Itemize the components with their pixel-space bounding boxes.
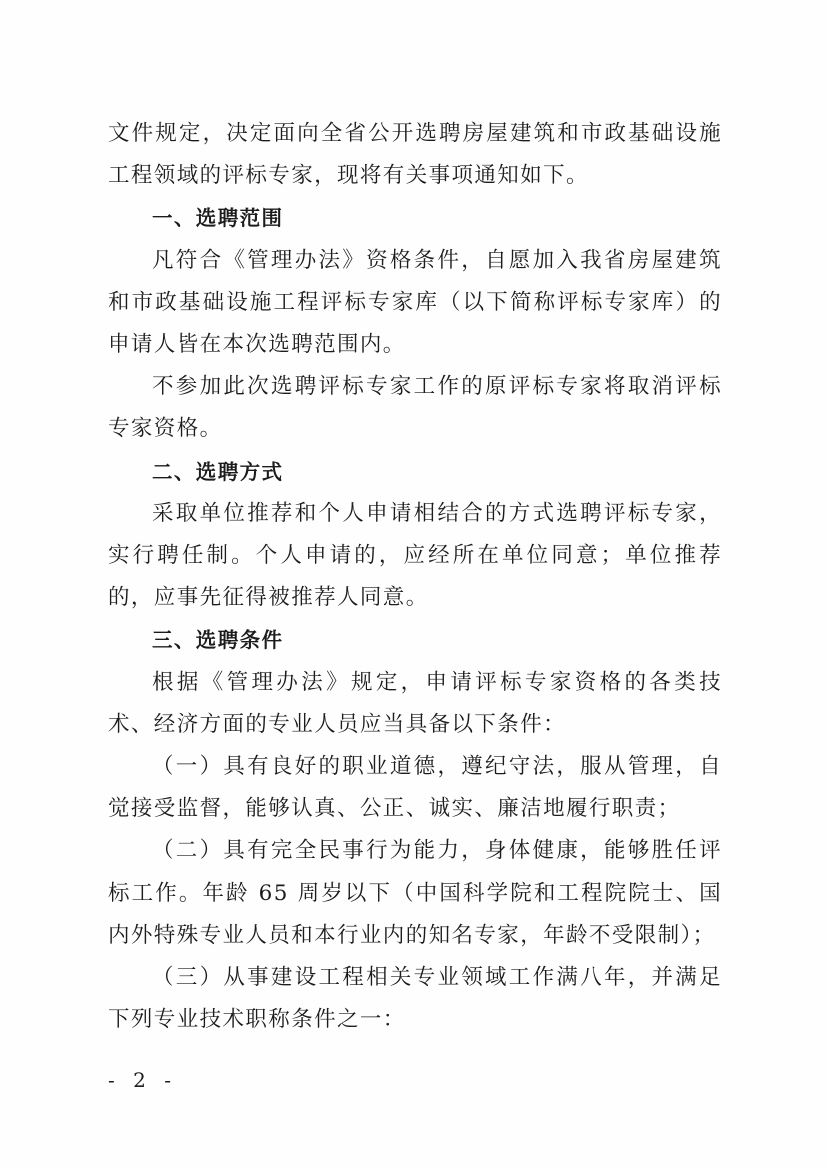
paragraph-scope-note: 不参加此次选聘评标专家工作的原评标专家将取消评标专家资格。 (108, 374, 722, 442)
document-body (108, 113, 722, 1041)
section-heading-method: 二、选聘方式 (152, 459, 284, 484)
paragraph-condition-1: （一）具有良好的职业道德，遵纪守法，服从管理，自觉接受监督，能够认真、公正、诚实、廉洁地履行职责； (108, 754, 722, 822)
paragraph-scope: 凡符合《管理办法》资格条件，自愿加入我省房屋建筑和市政基础设施工程评标专家库（以下简称评标专家库）的申请人皆在本次选聘范围内。 (108, 247, 722, 358)
paragraph-conditions-intro: 根据《管理办法》规定，申请评标专家资格的各类技术、经济方面的专业人员应当具备以下条件： (108, 669, 722, 737)
page-number: - 2 - (108, 1068, 177, 1092)
section-heading-scope: 一、选聘范围 (152, 206, 284, 231)
paragraph-condition-3: （三）从事建设工程相关专业领域工作满八年，并满足下列专业技术职称条件之一： (108, 965, 722, 1033)
paragraph-intro: 文件规定，决定面向全省公开选聘房屋建筑和市政基础设施工程领域的评标专家，现将有关事项通知如下。 (108, 121, 722, 189)
section-heading-conditions: 三、选聘条件 (152, 628, 284, 653)
paragraph-method: 采取单位推荐和个人申请相结合的方式选聘评标专家，实行聘任制。个人申请的，应经所在单位同意；单位推荐的，应事先征得被推荐人同意。 (108, 500, 722, 611)
paragraph-condition-2: （二）具有完全民事行为能力，身体健康，能够胜任评标工作。年龄 65 周岁以下（中国科学院和工程院院士、国内外特殊专业人员和本行业内的知名专家，年龄不受限制）； (108, 838, 722, 948)
